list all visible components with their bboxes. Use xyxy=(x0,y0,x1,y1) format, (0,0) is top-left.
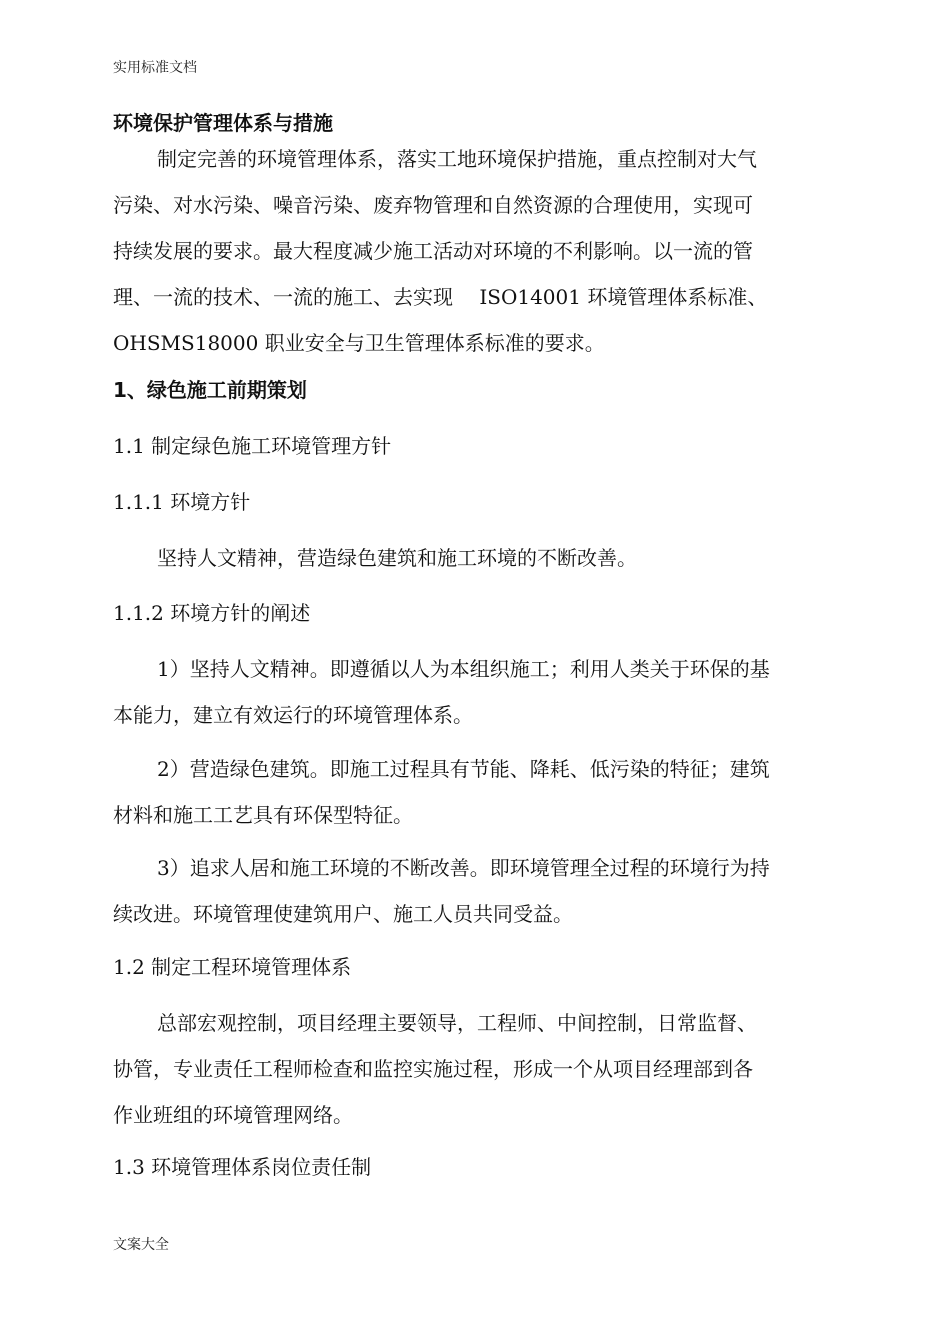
title-text: 环境保护管理体系与措施 xyxy=(113,111,333,135)
paragraph-line: 材料和施工工艺具有环保型特征。 xyxy=(113,803,413,827)
intro-paragraph xyxy=(113,136,843,366)
policy-item-1 xyxy=(113,646,843,738)
subsection-1-2-heading xyxy=(113,944,843,990)
policy-item-3 xyxy=(113,845,843,937)
intro-line: 制定完善的环境管理体系，落实工地环境保护措施，重点控制对大气 xyxy=(157,147,757,171)
paragraph-line: 作业班组的环境管理网络。 xyxy=(113,1103,353,1127)
subsection-heading-text: 1.1.2 环境方针的阐述 xyxy=(113,601,311,625)
paragraph-line: 2）营造绿色建筑。即施工过程具有节能、降耗、低污染的特征；建筑 xyxy=(157,757,770,781)
paragraph-line: 坚持人文精神，营造绿色建筑和施工环境的不断改善。 xyxy=(157,546,637,570)
paragraph-line: 续改进。环境管理使建筑用户、施工人员共同受益。 xyxy=(113,902,573,926)
paragraph-line: 协管，专业责任工程师检查和监控实施过程，形成一个从项目经理部到各 xyxy=(113,1057,753,1081)
subsection-1-1-1-heading xyxy=(113,479,843,525)
subsection-heading-text: 1.3 环境管理体系岗位责任制 xyxy=(113,1155,372,1179)
subsection-1-1-heading xyxy=(113,423,843,469)
paragraph-line: 3）追求人居和施工环境的不断改善。即环境管理全过程的环境行为持 xyxy=(157,856,770,880)
policy-item-2 xyxy=(113,746,843,838)
page-header: 实用标准文档 xyxy=(113,60,197,76)
page-footer: 文案大全 xyxy=(113,1237,169,1253)
intro-line: 持续发展的要求。最大程度减少施工活动对环境的不利影响。以一流的管 xyxy=(113,239,753,263)
paragraph-line: 总部宏观控制，项目经理主要领导，工程师、中间控制，日常监督、 xyxy=(157,1011,757,1035)
subsection-1-3-heading xyxy=(113,1144,843,1190)
intro-line: 污染、对水污染、噪音污染、废弃物管理和自然资源的合理使用，实现可 xyxy=(113,193,753,217)
intro-line: 理、一流的技术、一流的施工、去实现 ISO14001 环境管理体系标准、 xyxy=(113,285,768,309)
section-heading-text: 1、绿色施工前期策划 xyxy=(113,378,307,402)
intro-line: OHSMS18000 职业安全与卫生管理体系标准的要求。 xyxy=(113,331,605,355)
environment-policy-text xyxy=(113,535,843,581)
management-system-paragraph xyxy=(113,1000,843,1138)
subsection-heading-text: 1.1.1 环境方针 xyxy=(113,490,251,514)
subsection-1-1-2-heading xyxy=(113,590,843,636)
paragraph-line: 1）坚持人文精神。即遵循以人为本组织施工；利用人类关于环保的基 xyxy=(157,657,770,681)
paragraph-line: 本能力，建立有效运行的环境管理体系。 xyxy=(113,703,473,727)
subsection-heading-text: 1.2 制定工程环境管理体系 xyxy=(113,955,352,979)
section-1-heading xyxy=(113,367,843,413)
subsection-heading-text: 1.1 制定绿色施工环境管理方针 xyxy=(113,434,392,458)
